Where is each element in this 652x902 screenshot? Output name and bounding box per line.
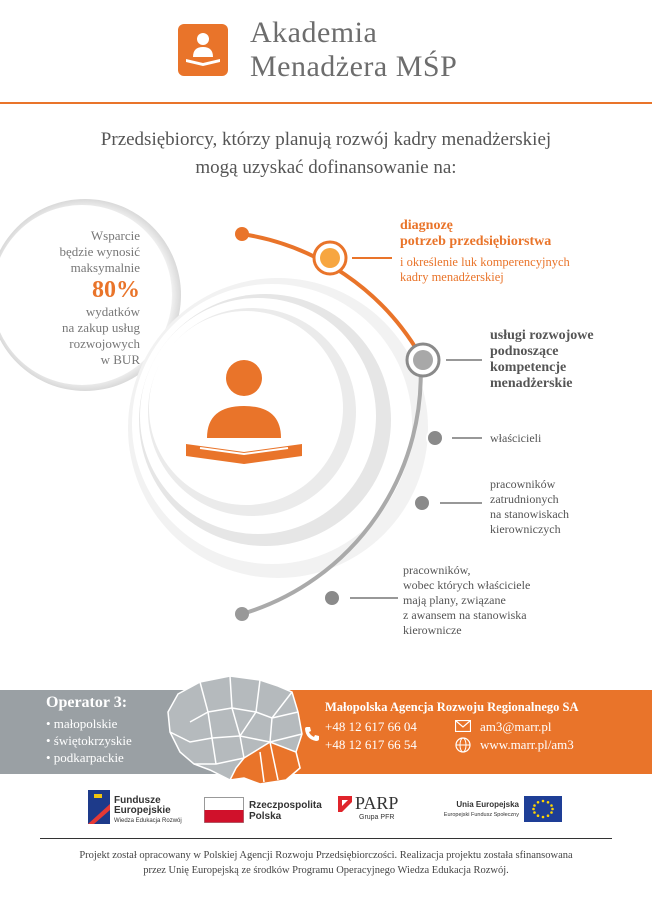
support-line: będzie wynosić: [59, 244, 140, 259]
label-line: kierownicze: [403, 623, 462, 637]
phone-icon: [304, 726, 320, 742]
support-text: [20, 228, 140, 368]
label-wlasciciele: właścicieli: [490, 431, 542, 445]
label-pracownicy-1: [490, 477, 569, 537]
parp-sub-text: Grupa PFR: [359, 814, 395, 821]
reader-book-icon: [178, 24, 228, 76]
support-line: wydatków: [85, 304, 140, 319]
support-line: rozwojowych: [69, 336, 140, 351]
support-line: Wsparcie: [90, 228, 140, 243]
ue-logo-text: [437, 800, 519, 820]
footer-line: przez Unię Europejską ze środków Programu Operacyjnego Wiedza Edukacja Rozwój.: [143, 865, 509, 876]
support-line: na zakup usług: [62, 320, 140, 335]
brand-title-line2: Menadżera MŚP: [250, 50, 458, 83]
globe-icon: [455, 737, 471, 753]
eu-flag-icon: [524, 796, 562, 822]
support-percent: 80%: [92, 277, 140, 303]
footer-line: Projekt został opracowany w Polskiej Agencji Rozwoju Przedsiębiorczości. Realizacja projektu została sfinansowana: [79, 850, 573, 861]
mail-icon: [455, 720, 471, 732]
node-pracownicy-2: [324, 590, 398, 606]
logo-line: Rzeczpospolita: [249, 800, 322, 811]
email-link[interactable]: am3@marr.pl: [480, 719, 552, 734]
label-line: na stanowiskach: [490, 507, 569, 521]
parp-mark-icon: [338, 796, 352, 812]
headline: [40, 126, 612, 182]
footer-divider: [40, 838, 612, 839]
region-item: • świętokrzyskie: [46, 733, 132, 748]
phone-link[interactable]: +48 12 617 66 54: [325, 737, 417, 752]
label-line: zatrudnionych: [490, 492, 559, 506]
label-pracownicy-2: [403, 563, 530, 638]
fundusze-europejskie-logo: [88, 790, 110, 824]
logo-line: Unia Europejska: [456, 800, 519, 809]
label-line: menadżerskie: [490, 376, 573, 391]
label-line: wobec których właściciele: [403, 578, 531, 592]
label-line: pracowników,: [403, 563, 471, 577]
arc-start-dot: [235, 227, 249, 241]
node-wlasciciele: [427, 430, 482, 446]
operator-title: Operator 3:: [46, 694, 128, 711]
label-uslugi: [490, 328, 594, 392]
logo-line: Polska: [249, 811, 282, 822]
support-line: maksymalnie: [70, 260, 140, 275]
polish-flag-icon: [204, 797, 244, 823]
parp-logo-text: PARP: [355, 793, 399, 813]
headline-line2: mogą uzyskać dofinansowanie na:: [195, 157, 457, 178]
node-diagnoza: [314, 242, 392, 274]
label-line: pracowników: [490, 477, 556, 491]
region-item: • podkarpackie: [46, 750, 124, 765]
operator-regions: [46, 715, 132, 766]
support-line: w BUR: [100, 352, 140, 367]
node-uslugi: [407, 344, 482, 376]
website-link[interactable]: www.marr.pl/am3: [480, 737, 574, 752]
agency-name: Małopolska Agencja Rozwoju Regionalnego SA: [325, 700, 579, 714]
logo-line: Europejski Fundusz Społeczny: [443, 812, 519, 818]
label-line: kierowniczych: [490, 522, 561, 536]
footer-note: [30, 848, 622, 878]
arc-end-dot: [235, 607, 249, 621]
fe-logo-text: [114, 796, 182, 826]
label-line: podnoszące: [490, 344, 559, 359]
label-line: z awansem na stanowiska: [403, 608, 527, 622]
label-diagnoza-title: [400, 218, 551, 250]
logo-line: Fundusze: [114, 795, 161, 806]
phone-link[interactable]: +48 12 617 66 04: [325, 719, 417, 734]
brand-title-line1: Akademia: [250, 16, 378, 49]
node-pracownicy-1: [414, 495, 482, 511]
label-line: usługi rozwojowe: [490, 328, 594, 343]
region-item: • małopolskie: [46, 716, 118, 731]
logo-line: Wiedza Edukacja Rozwój: [114, 818, 182, 824]
headline-line1: Przedsiębiorcy, którzy planują rozwój kadry menadżerskiej: [100, 129, 552, 150]
academy-logo: [178, 24, 228, 76]
label-line: kadry menadżerskiej: [400, 270, 504, 284]
label-line: kompetencje: [490, 360, 567, 375]
logo-line: Europejskie: [114, 805, 171, 816]
label-line: mają plany, związane: [403, 593, 506, 607]
phone-numbers: [325, 718, 417, 754]
label-line: diagnozę: [400, 218, 453, 233]
poland-map: [160, 672, 310, 790]
label-line: i określenie luk komperencyjnych: [400, 255, 570, 269]
label-line: potrzeb przedsiębiorstwa: [400, 234, 552, 249]
label-diagnoza-sub: [400, 255, 570, 285]
header-divider: [0, 102, 652, 104]
rp-logo-text: [249, 800, 322, 822]
agency-contacts: [480, 718, 574, 754]
